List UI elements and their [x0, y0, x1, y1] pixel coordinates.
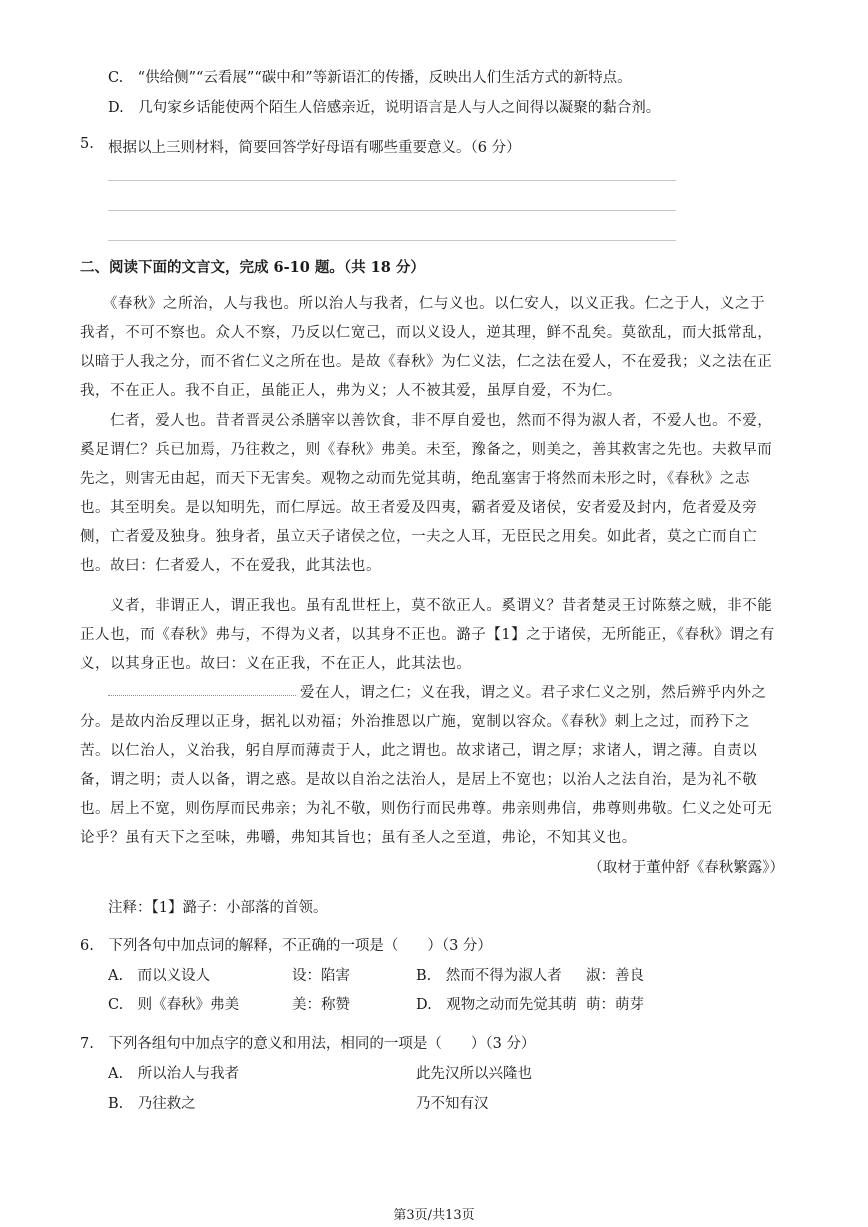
q6-option-c: C. 则《春秋》弗美: [108, 997, 240, 1013]
q7-option-b-right: 乃不知有汉: [416, 1096, 489, 1112]
q6-stem: 6. 下列各句中加点词的解释，不正确的一项是（ ）（3 分）: [80, 938, 492, 954]
passage-source: （取材于董仲舒《春秋繁露》）: [588, 860, 784, 876]
q5-number: 5.: [80, 136, 94, 152]
passage-line: 侧，亡者爱及独身。独身者，虽立天子诸侯之位，一夫之人耳，无臣民之用矣。如此者，莫之亡而自亡: [80, 529, 758, 545]
passage-line: 备，谓之明；责人以备，谓之惑。是故以自治之法治人，是居上不宽也；以治人之法自治，是为礼不敬: [80, 772, 758, 788]
passage-line: 分。是故内治反理以正身，据礼以劝福；外治推恩以广施，宽制以容众。《春秋》刺上之过，而矜下之: [80, 714, 750, 730]
page-number: 第3页/共13页: [393, 1208, 475, 1223]
passage-line: 苦。以仁治人，义治我，躬自厚而薄责于人，此之谓也。故求诸己，谓之厚；求诸人，谓之薄。自责以: [80, 743, 758, 759]
fill-in-blank-line: [108, 695, 296, 696]
annotation-note: 注释：【1】潞子：小部落的首领。: [108, 900, 328, 916]
q6-option-d-gloss: 萌：萌芽: [586, 997, 644, 1013]
answer-line-1: [108, 180, 676, 181]
passage-line: 论乎？虽有天下之至味，弗嚼，弗知其旨也；虽有圣人之至道，弗论，不知其义也。: [80, 830, 637, 846]
q6-option-b: B. 然而不得为淑人者: [416, 968, 562, 984]
passage-line: 义，以其身正也。故曰：义在正我，不在正人，此其法也。: [80, 656, 472, 672]
q5-question: 根据以上三则材料，简要回答学好母语有哪些重要意义。（6 分）: [108, 140, 521, 156]
passage-line: 以暗于人我之分，而不省仁义之所在也。是故《春秋》为仁义法，仁之法在爱人，不在爱我；义之法在正: [80, 354, 773, 370]
passage-line: 奚足谓仁？兵已加焉，乃往救之，则《春秋》弗美。未至，豫备之，则美之，善其救害之先也。夫救早而: [80, 442, 773, 458]
q6-option-d: D. 观物之动而先觉其萌: [416, 997, 577, 1013]
q7-option-b-left: B. 乃往救之: [108, 1096, 196, 1112]
answer-line-2: [108, 210, 676, 211]
q6-option-c-gloss: 美：称赞: [292, 997, 350, 1013]
q6-option-a: A. 而以义设人: [108, 968, 211, 984]
passage-line: 义者，非谓正人，谓正我也。虽有乱世枉上，莫不欲正人。奚谓义？昔者楚灵王讨陈蔡之贼，非不能: [80, 598, 773, 614]
q7-stem: 7. 下列各组句中加点字的意义和用法，相同的一项是（ ）（3 分）: [80, 1036, 536, 1052]
section-title: 二、阅读下面的文言文，完成 6-10 题。（共 18 分）: [80, 259, 425, 276]
passage-line: 也。故曰：仁者爱人，不在爱我，此其法也。: [80, 558, 381, 574]
passage-line: 我，不在正人。我不自正，虽能正人，弗为义；人不被其爱，虽厚自爱，不为仁。: [80, 383, 622, 399]
passage-line: 也。居上不宽，则伤厚而民弗亲；为礼不敬，则伤行而民弗尊。弗亲则弗信，弗尊则弗敬。仁义之处可无: [80, 801, 773, 817]
passage-line: 《春秋》之所治，人与我也。所以治人与我者，仁与义也。以仁安人，以义正我。仁之于人，义之于: [80, 296, 766, 312]
q7-option-a-right: 此先汉所以兴隆也: [416, 1066, 532, 1082]
passage-line: 也。其至明矣。是以知明先，而仁厚远。故王者爱及四夷，霸者爱及诸侯，安者爱及封内，危者爱及旁: [80, 500, 758, 516]
passage-line: 先之，则害无由起，而天下无害矣。观物之动而先觉其萌，绝乱塞害于将然而未形之时，《春秋》之志: [80, 471, 750, 487]
answer-line-3: [108, 240, 676, 241]
passage-line: 我者，不可不察也。众人不察，乃反以仁宽己，而以义设人，逆其理，鲜不乱矣。莫欲乱，而大抵常乱，: [80, 325, 773, 341]
q6-option-b-gloss: 淑：善良: [586, 968, 644, 984]
passage-line: 仁者，爱人也。昔者晋灵公杀膳宰以善饮食，非不厚自爱也，然而不得为淑人者，不爱人也。不爱，: [80, 413, 773, 429]
passage-line: 正人也，而《春秋》弗与，不得为义者，以其身不正也。潞子【1】之于诸侯，无所能正，《春秋》谓之有: [80, 627, 775, 643]
passage-line: 爱在人，谓之仁；义在我，谓之义。君子求仁义之别，然后辨乎内外之: [300, 685, 767, 701]
q6-option-a-gloss: 设：陷害: [292, 968, 350, 984]
q7-option-a-left: A. 所以治人与我者: [108, 1066, 240, 1082]
q4-option-d: D. 几句家乡话能使两个陌生人倍感亲近，说明语言是人与人之间得以凝聚的黏合剂。: [108, 100, 661, 116]
q4-option-c: C. “供给侧”“云看展”“碳中和”等新语汇的传播，反映出人们生活方式的新特点。: [108, 70, 632, 86]
